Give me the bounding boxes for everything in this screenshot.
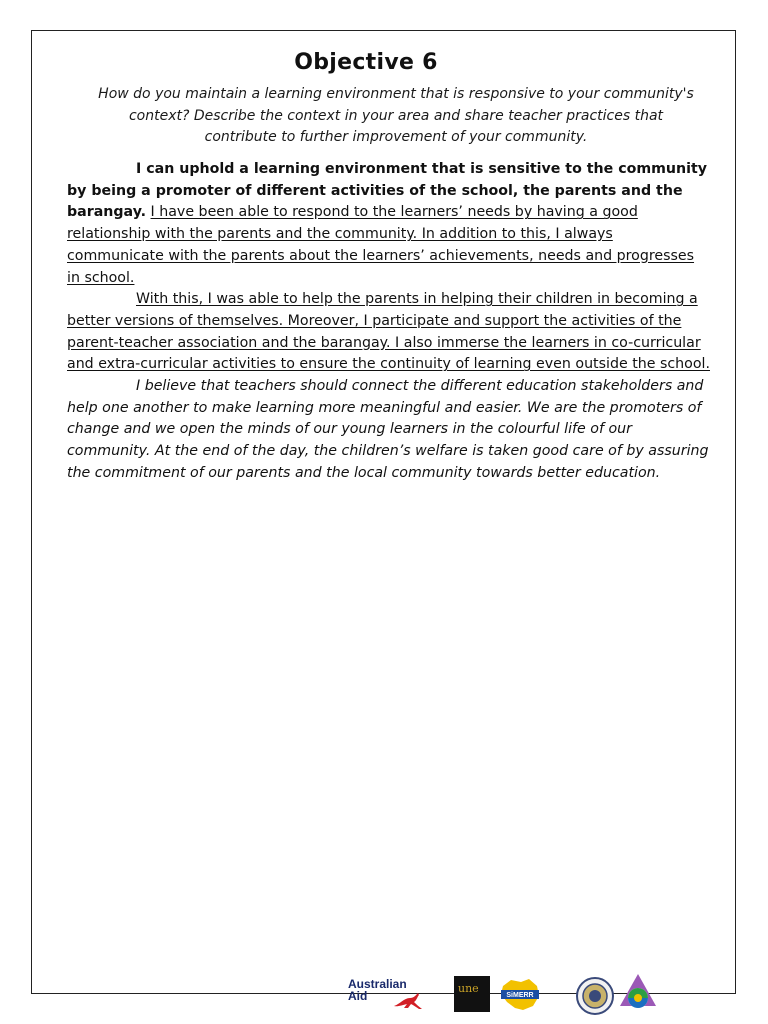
paragraph-2 <box>67 289 710 376</box>
paragraph-1-underlined: I have been able to respond to the learners’ needs by having a good relationship with the parents and the community. In addition to this, I always communicate with the parents about the learners’ achievements, needs and progresses in school. <box>67 204 695 286</box>
paragraph-1 <box>67 159 710 289</box>
paragraph-3-italic: I believe that teachers should connect the different education stakeholders and help one another to make learning more meaningful and easier. We are the promoters of change and we open the minds of our young learners in the colourful life of our community. At the end of the day, the children’s welfare is taken good care of by assuring the commitment of our parents and the local community towards better education. <box>67 378 709 481</box>
paragraph-3 <box>67 376 710 485</box>
simerr-logo <box>497 976 541 1014</box>
paragraph-2-underlined: With this, I was able to help the parents in helping their children in becoming a better versions of themselves. Moreover, I participate and support the activities of the parent-teacher association and the barangay. I also immerse the learners in co-curricular and extra-curricular activities to ensure the continuity of learning even outside the school. <box>67 291 710 373</box>
objective-prompt: How do you maintain a learning environment that is responsive to your community's context? Describe the context in your area and share teacher practices that contribute to further improvement of your community. <box>98 86 694 145</box>
paragraph-1-bold: I can uphold a learning environment that is sensitive to the community by being a promoter of different activities of the school, the parents and the barangay. <box>67 161 708 221</box>
kangaroo-icon <box>392 992 424 1012</box>
footer-logos <box>0 968 768 1016</box>
seal-icon <box>575 976 615 1016</box>
response-body <box>67 159 710 485</box>
australian-aid-logo <box>348 978 428 1014</box>
page-title: Objective 6 <box>294 50 438 75</box>
une-logo <box>454 976 490 1012</box>
australian-aid-text: Australian Aid <box>348 977 407 1003</box>
deped-icon <box>618 972 658 1014</box>
une-text: une <box>458 982 479 995</box>
svg-text:SiMERR: SiMERR <box>506 992 534 999</box>
